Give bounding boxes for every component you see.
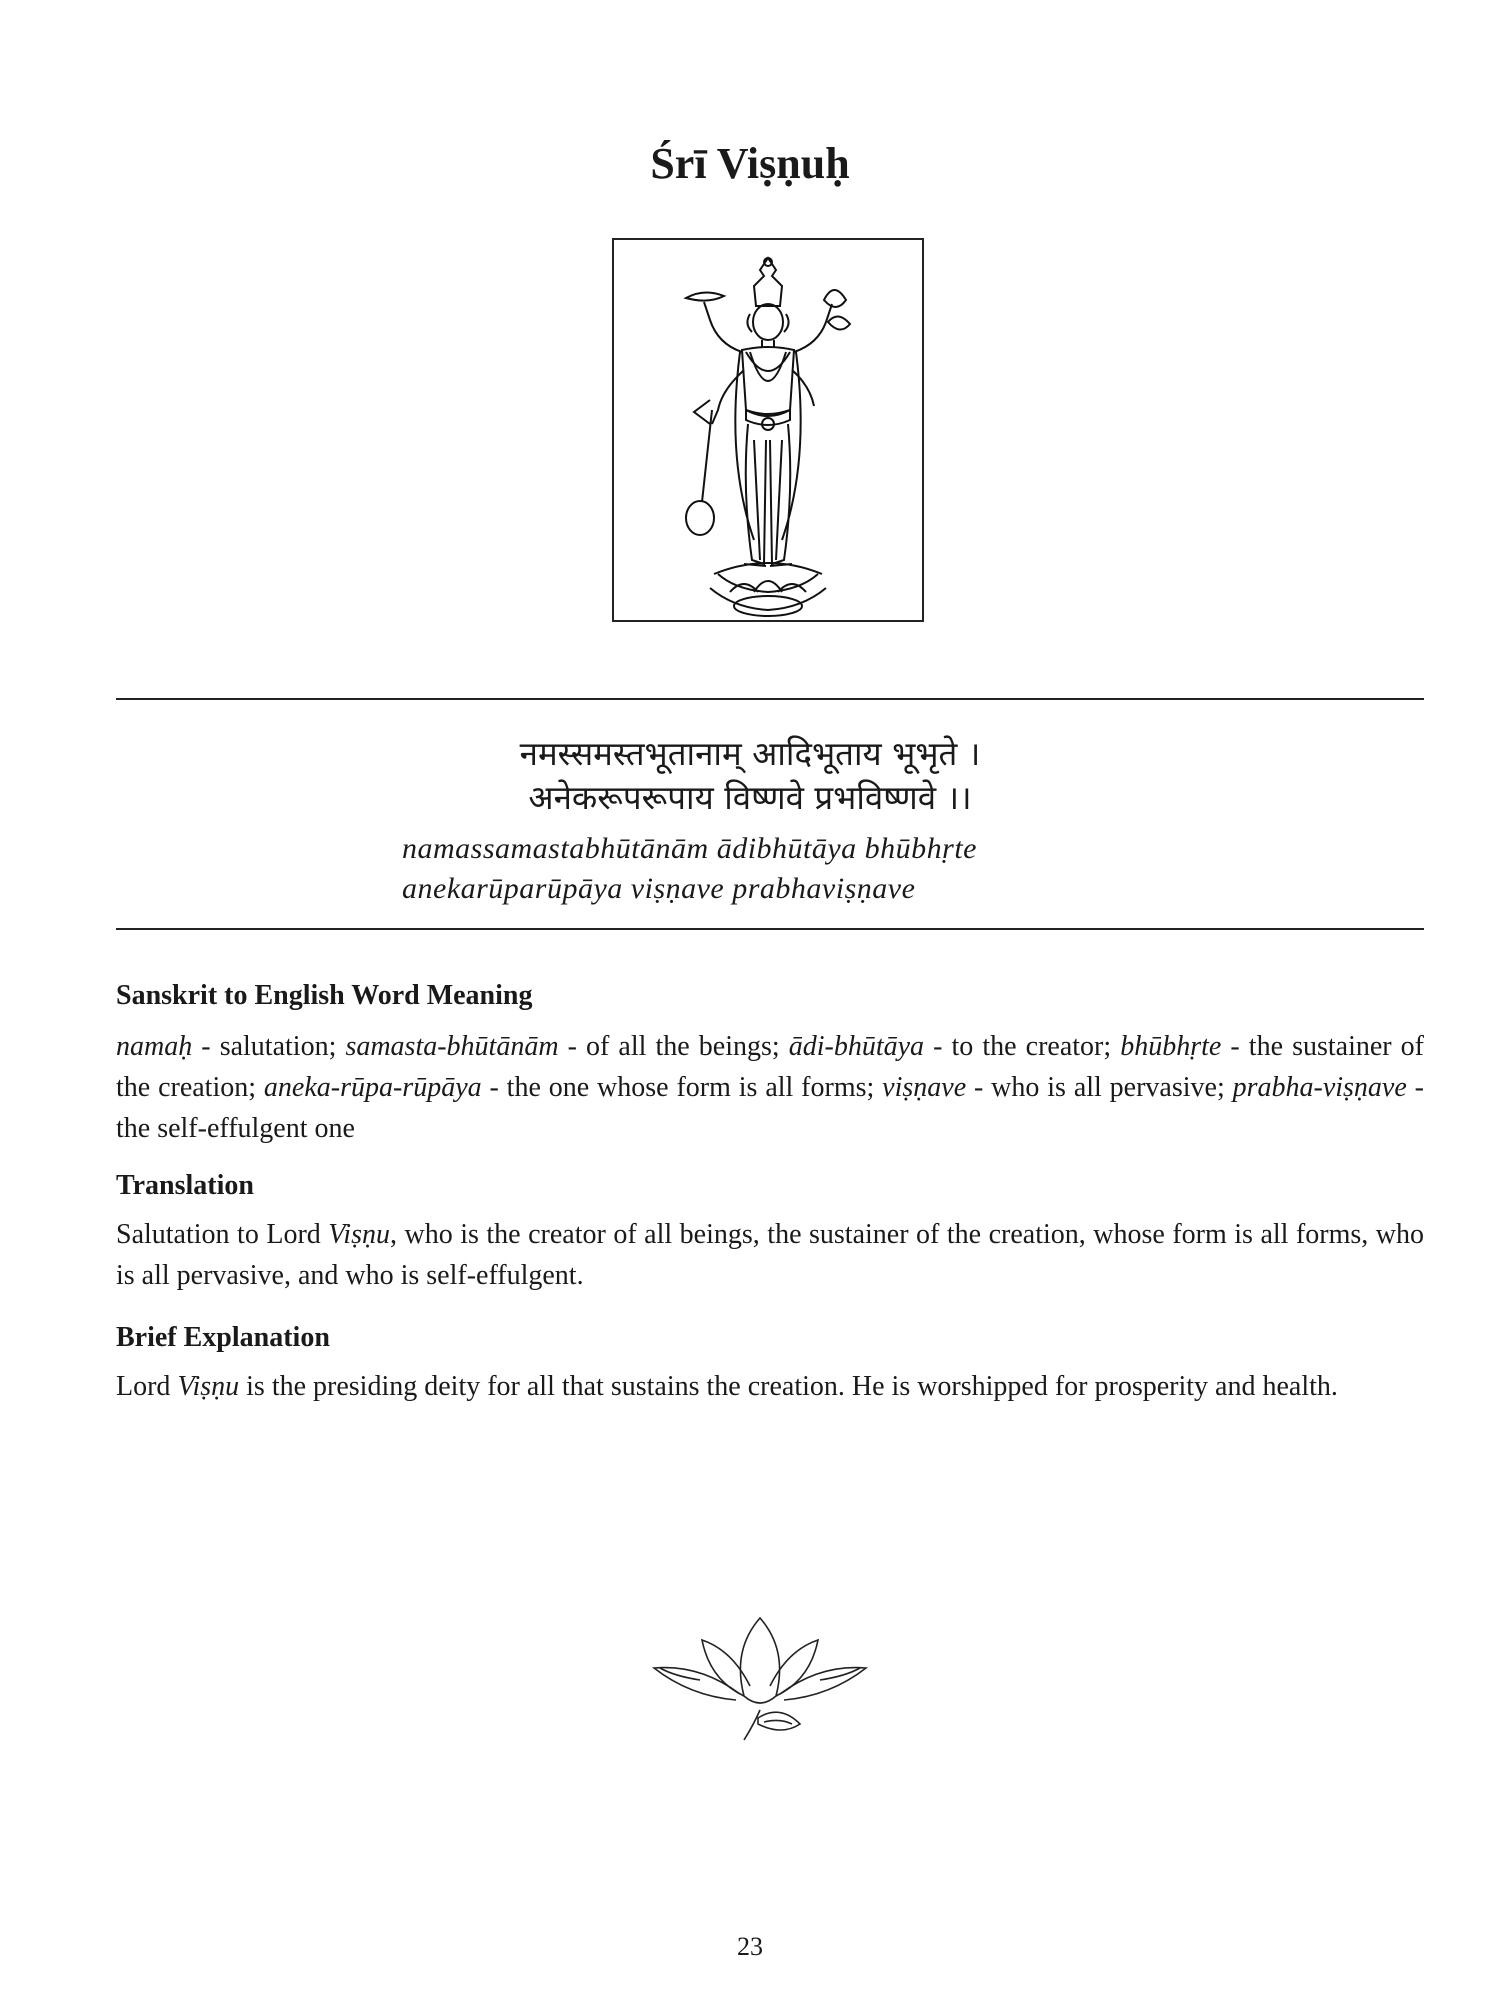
term: prabha-viṣṇave (1232, 1072, 1407, 1103)
term: ādi-bhūtāya (788, 1031, 925, 1062)
meaning: - to the creator; (924, 1031, 1121, 1062)
term: samasta-bhūtānām (345, 1031, 559, 1062)
meaning: - who is all pervasive; (966, 1072, 1233, 1103)
meaning: - the self-effulgent one (116, 1072, 1424, 1144)
meaning: - salutation; (192, 1031, 346, 1062)
vishnu-figure-icon (614, 240, 922, 620)
explanation-heading: Brief Explanation (116, 1322, 330, 1353)
bottom-divider (116, 928, 1424, 930)
top-divider (116, 698, 1424, 700)
explanation-text-before: Lord (116, 1371, 178, 1402)
translation-paragraph (116, 1214, 1424, 1296)
meaning: - of all the beings; (558, 1031, 789, 1062)
verse-transliteration-line-2: anekarūparūpāya viṣṇave prabhaviṣṇave (402, 872, 916, 905)
explanation-text-after: is the presiding deity for all that sustains the creation. He is worshipped for prosperity and health. (239, 1371, 1338, 1402)
term: bhūbhṛte (1120, 1031, 1222, 1062)
term: viṣṇave (882, 1072, 967, 1103)
translation-text-before: Salutation to Lord (116, 1219, 329, 1250)
word-meaning-paragraph (116, 1026, 1424, 1149)
term: aneka-rūpa-rūpāya (263, 1072, 482, 1103)
translation-text-after: , who is the creator of all beings, the sustainer of the creation, whose form is all forms, who is all pervasive, and who is self-effulgent. (116, 1219, 1424, 1291)
meaning: - the one whose form is all forms; (481, 1072, 883, 1103)
verse-transliteration-line-1: namassamastabhūtānām ādibhūtāya bhūbhṛte (402, 832, 977, 865)
page-number: 23 (737, 1932, 763, 1961)
explanation-paragraph (116, 1366, 1424, 1407)
explanation-deity-name: Viṣṇu (177, 1371, 240, 1402)
deity-illustration (612, 238, 924, 622)
verse-devanagari-line-1: नमस्समस्तभूतानाम् आदिभूताय भूभृते । (519, 734, 981, 773)
word-meaning-heading: Sanskrit to English Word Meaning (116, 980, 533, 1011)
verse-devanagari-line-2: अनेकरूपरूपाय विष्णवे प्रभविष्णवे ।। (528, 778, 972, 817)
page-title: Śrī Viṣṇuḥ (650, 139, 850, 188)
translation-deity-name: Viṣṇu (328, 1219, 390, 1250)
translation-heading: Translation (116, 1170, 254, 1201)
lotus-ornament-icon (640, 1600, 880, 1750)
term: namaḥ (116, 1031, 193, 1062)
meaning: - the sustainer of the creation; (116, 1031, 1425, 1103)
